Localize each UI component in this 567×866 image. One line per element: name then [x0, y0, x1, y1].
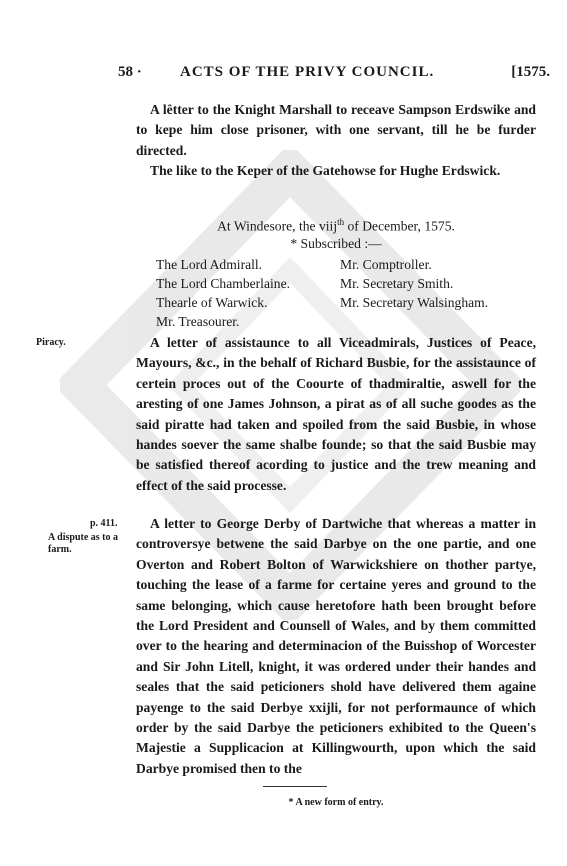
attendee-row [156, 256, 536, 275]
meeting-heading [136, 212, 536, 237]
attendee: The Lord Chamberlaine. [156, 276, 290, 291]
running-title: ACTS OF THE PRIVY COUNCIL. [180, 64, 435, 80]
meeting-date-rest: of December, 1575. [344, 218, 455, 234]
margin-page-reference: p. 411. [90, 518, 118, 529]
margin-note-piracy: Piracy. [36, 337, 66, 348]
page-number: 58 · [118, 64, 142, 80]
header-year: [1575. [511, 64, 550, 80]
attendee: Mr. Comptroller. [340, 257, 432, 272]
entry-derby-letter: A letter to George Derby of Dartwiche that whereas a matter in controversye betwene the said Darbye on the one partie, and one Overton and Robert Bolton of Warwickshiere on thother partye, touching the lease of a farme for certaine yeres and ground to the same belonging, which cause heretofore hath been brought before the Lord President and Counsell of Wales, and by them committed over to the hearing and determinacion of the Buisshop of Worcester and Sir John Litell, knight, it was ordered under their handes and seales that the said peticioners shold have delivered them againe payenge to the said Derbye xxijli, for not performaunce of which order by the said Darbye the peticioners exhibited to the Queen's Majestie a Supplicacion at Killingwourth, upon which the said Darbye promised then to the [136, 516, 536, 776]
footnote-divider [263, 786, 327, 787]
running-header [118, 64, 550, 84]
attendee: The Lord Admirall. [156, 257, 263, 272]
meeting-place-date: At Windesore, the viij [217, 218, 338, 234]
attendee-list [156, 256, 536, 332]
subscribed-heading: * Subscribed :— [290, 236, 382, 251]
attendee: Mr. Secretary Walsingham. [340, 295, 489, 310]
paragraph-knight-marshall: A lêtter to the Knight Marshall to receave Sampson Erdswike and to kepe him close prisoner, with one servant, till he be furder directed. [136, 102, 536, 158]
meeting-date-superscript: th [337, 217, 345, 227]
margin-note-dispute: A dispute as to a farm. [48, 532, 119, 555]
attendee-row [156, 275, 536, 294]
attendee: Thearle of Warwick. [156, 295, 268, 310]
attendee: Mr. Secretary Smith. [340, 276, 454, 291]
paragraph-gatehowse: The like to the Keper of the Gatehowse for Hughe Erdswick. [150, 163, 501, 178]
attendee-row [156, 313, 536, 332]
attendee: Mr. Treasourer. [156, 314, 240, 329]
attendee-row [156, 294, 536, 313]
entry-piracy-letter: A letter of assistaunce to all Viceadmirals, Justices of Peace, Mayours, &c., in the behalf of Richard Busbie, for the assistaunce of certein proces out of the Coourte of thadmiraltie, aswell for the aresting of one James Johnson, a pirat as of all suche goodes as the said piratte had taken and spoiled from the said Busbie, in whose handes soever the same shalbe founde; so that the said Busbie may be satisfied thereof acording to justice and the trew meaning and effect of the said processe. [136, 335, 536, 493]
footnote: * A new form of entry. [288, 797, 384, 808]
